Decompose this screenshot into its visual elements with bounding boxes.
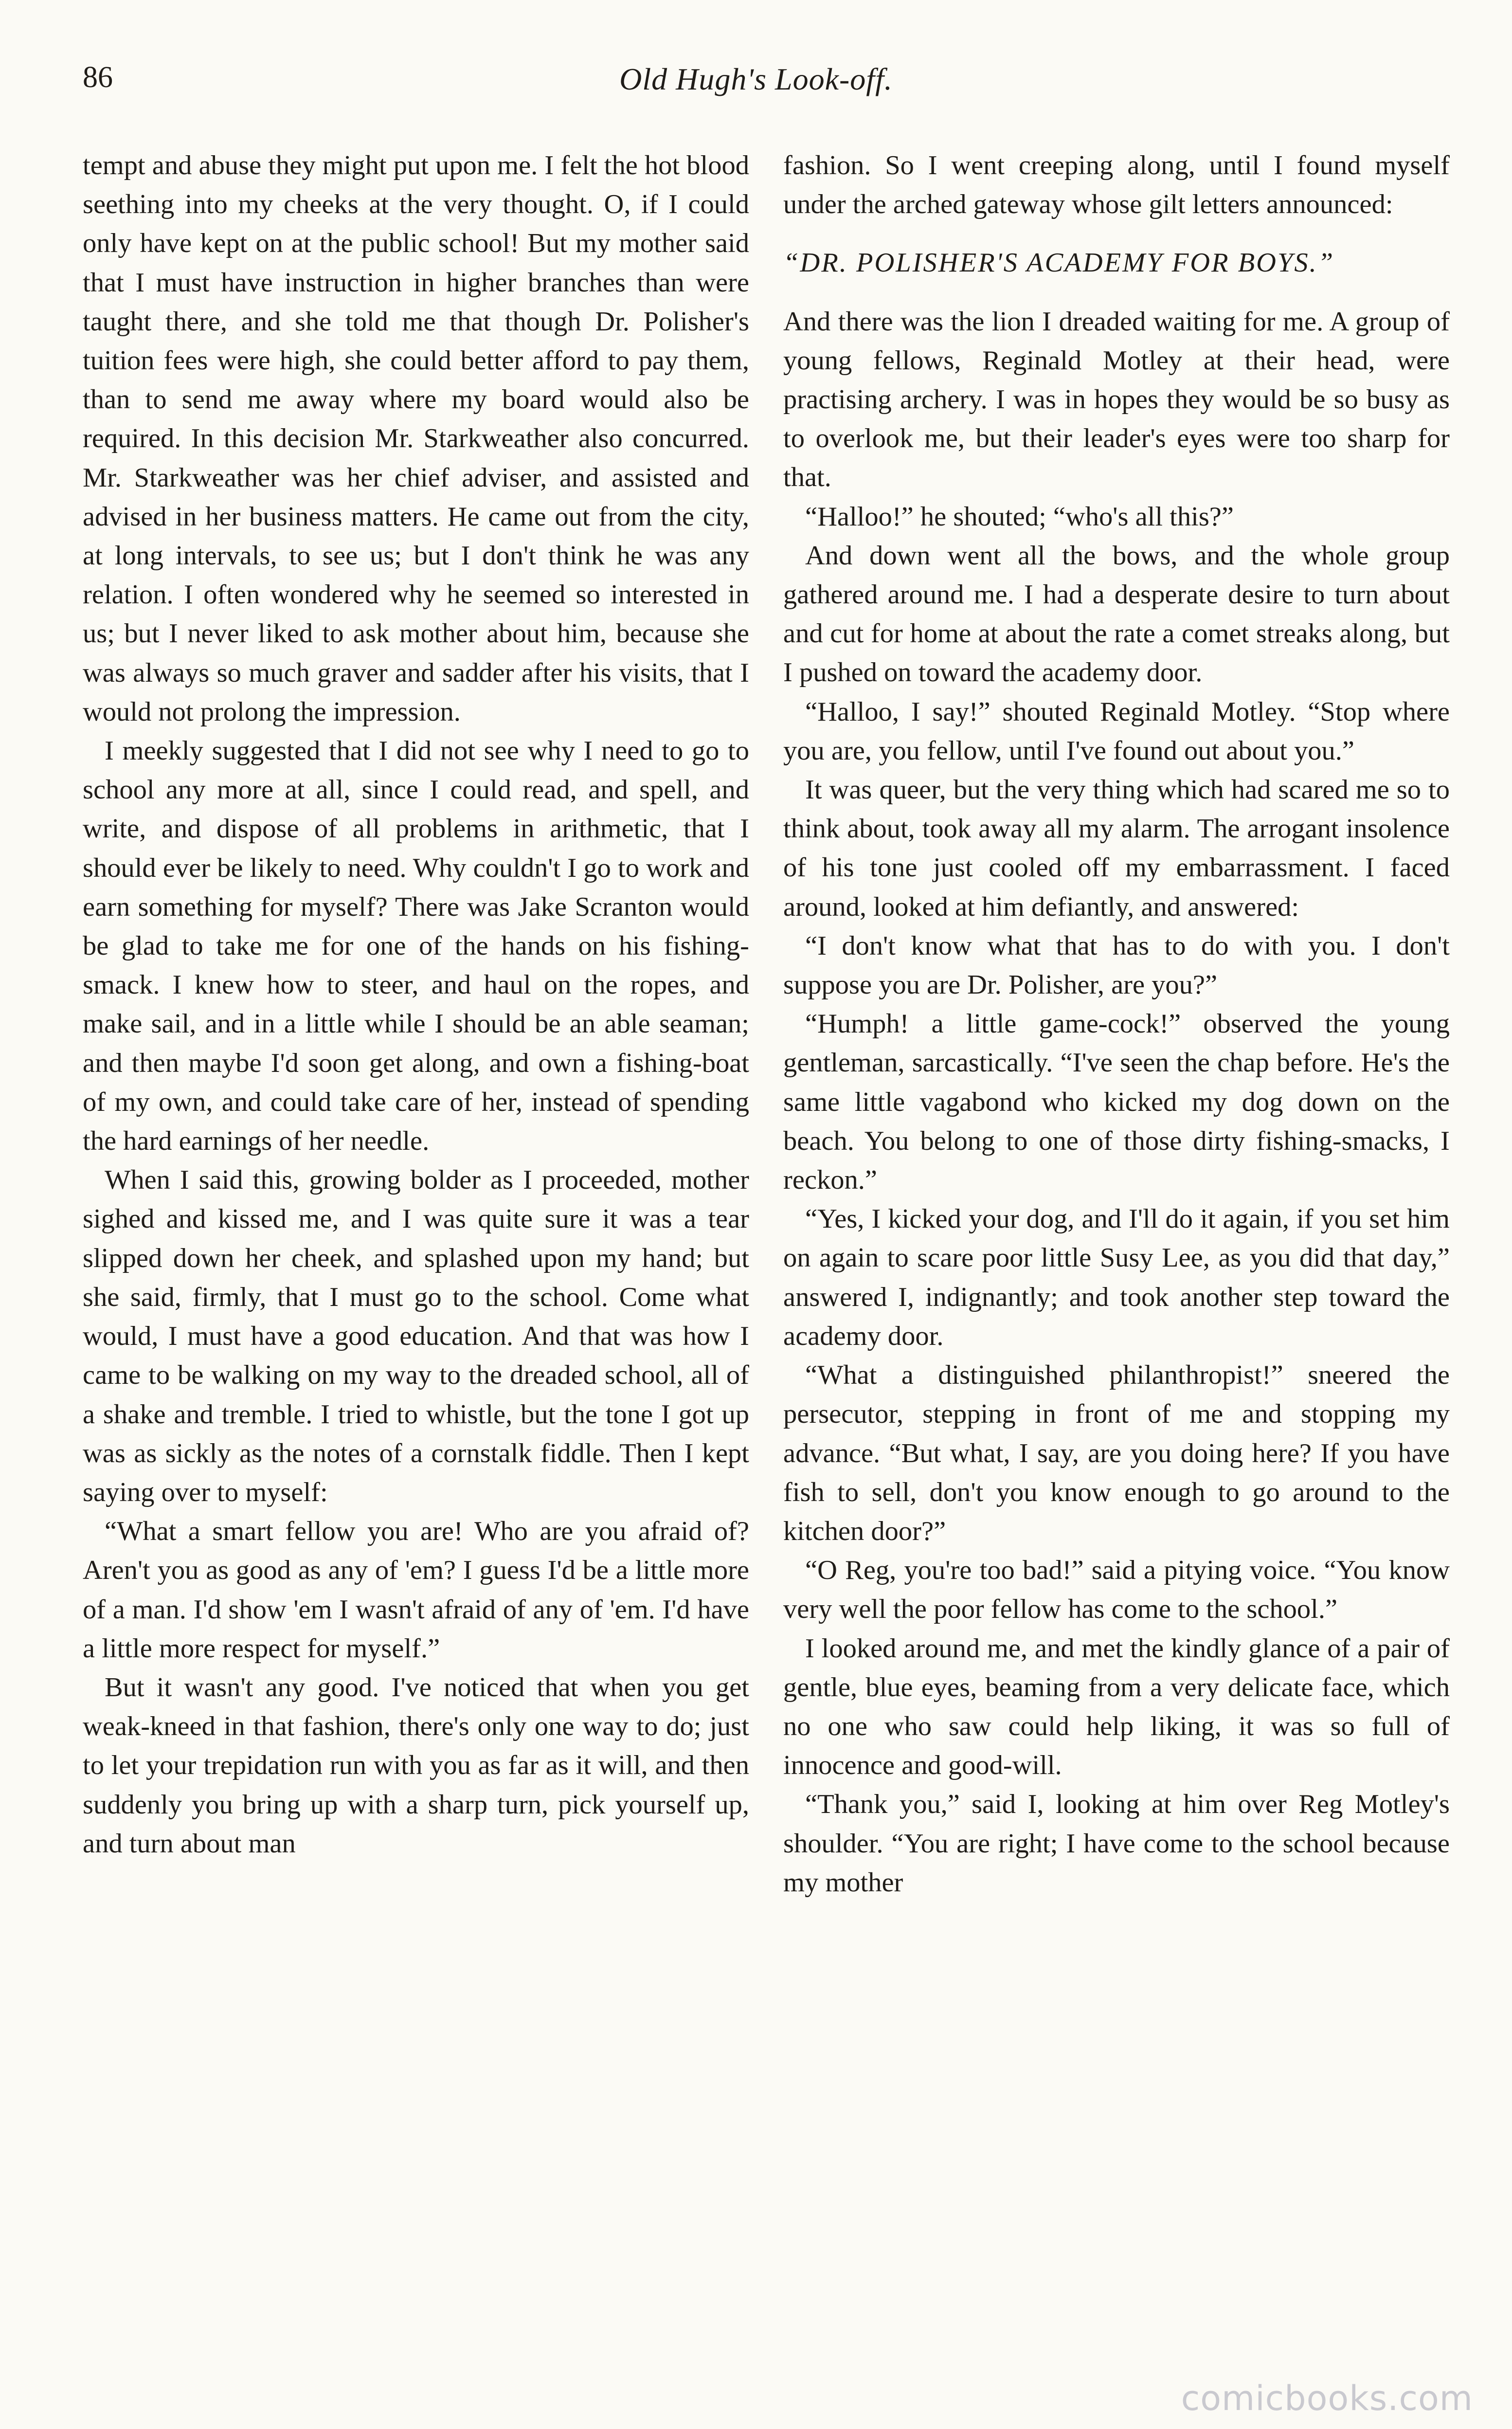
- paragraph: And down went all the bows, and the whole group gathered around me. I had a desperate desire to turn about and cut for home at about the rate a comet streaks along, but I pushed on toward the academy door.: [783, 540, 1450, 688]
- paragraph: “Halloo, I say!” shouted Reginald Motley. “Stop where you are, you fellow, until I've found out about you.”: [783, 696, 1450, 766]
- paragraph: When I said this, growing bolder as I proceeded, mother sighed and kissed me, and I was quite sure it was a tear slipped down her cheek, and splashed upon my hand; but she said, firmly, that I must go to the school. Come what would, I must have a good education. And that was how I came to be walking on my way to the dreaded school, all of a shake and tremble. I tried to whistle, but the tone I got up was as sickly as the notes of a cornstalk fiddle. Then I kept saying over to myself:: [83, 1165, 749, 1507]
- paragraph: tempt and abuse they might put upon me. I felt the hot blood seething into my cheeks at the very thought. O, if I could only have kept on at the public school! But my mother said that I must have instruction in higher branches than were taught there, and she told me that though Dr. Polisher's tuition fees were high, she could better afford to pay them, than to send me away where my board would also be required. In this decision Mr. Starkweather also concurred. Mr. Starkweather was her chief adviser, and assisted and advised in her business matters. He came out from the city, at long intervals, to see us; but I don't think he was any relation. I often wondered why he seemed so interested in us; but I never liked to ask mother about him, because she was always so much graver and sadder after his visits, that I would not prolong the impression.: [83, 150, 749, 727]
- paragraph: “Halloo!” he shouted; “who's all this?”: [805, 501, 1234, 532]
- watermark: comicbooks.com: [1181, 2378, 1473, 2418]
- paragraph: fashion. So I went creeping along, until I found myself under the arched gateway whose gilt letters announced:: [783, 150, 1450, 220]
- academy-sign-text: “DR. POLISHER'S ACADEMY FOR BOYS.”: [783, 248, 1335, 278]
- paragraph: But it wasn't any good. I've noticed that when you get weak-kneed in that fashion, there's only one way to do; just to let your trepidation run with you as far as it will, and then suddenly you bring up with a sharp turn, pick yourself up, and turn about man: [83, 1672, 749, 1859]
- paragraph: It was queer, but the very thing which had scared me so to think about, took away all my alarm. The arrogant insolence of his tone just cooled off my embarrassment. I faced around, looked at him defiantly, and answered:: [783, 775, 1450, 922]
- paragraph: “Thank you,” said I, looking at him over Reg Motley's shoulder. “You are right; I have come to the school because my mother: [783, 1789, 1450, 1898]
- paragraph: “What a smart fellow you are! Who are you afraid of? Aren't you as good as any of 'em? I guess I'd be a little more of a man. I'd show 'em I wasn't afraid of any of 'em. I'd have a little more respect for myself.”: [83, 1516, 749, 1664]
- page-number: 86: [83, 61, 113, 94]
- paragraph: And there was the lion I dreaded waiting for me. A group of young fellows, Reginald Motley at their head, were practising archery. I was in hopes they would be so busy as to overlook me, but their leader's eyes were too sharp for that.: [783, 306, 1450, 493]
- left-column: [83, 146, 749, 1863]
- paragraph: “I don't know what that has to do with you. I don't suppose you are Dr. Polisher, are you?”: [783, 930, 1450, 1000]
- paragraph: “Yes, I kicked your dog, and I'll do it again, if you set him on again to scare poor little Susy Lee, as you did that day,” answered I, indignantly; and took another step toward the academy door.: [783, 1204, 1450, 1351]
- right-column: [783, 146, 1450, 1902]
- running-title: Old Hugh's Look-off.: [619, 62, 893, 96]
- paragraph: I looked around me, and met the kindly glance of a pair of gentle, blue eyes, beaming from a very delicate face, which no one who saw could help liking, it was so full of innocence and good-will.: [783, 1633, 1450, 1781]
- paragraph: I meekly suggested that I did not see why I need to go to school any more at all, since I could read, and spell, and write, and dispose of all problems in arithmetic, that I should ever be likely to need. Why couldn't I go to work and earn something for myself? There was Jake Scranton would be glad to take me for one of the hands on his fishing-smack. I knew how to steer, and haul on the ropes, and make sail, and in a little while I should be an able seaman; and then maybe I'd soon get along, and own a fishing-boat of my own, and could take care of her, instead of spending the hard earnings of her needle.: [83, 736, 749, 1157]
- paragraph: “O Reg, you're too bad!” said a pitying voice. “You know very well the poor fellow has come to the school.”: [783, 1555, 1450, 1625]
- paragraph: “What a distinguished philanthropist!” sneered the persecutor, stepping in front of me and stopping my advance. “But what, I say, are you doing here? If you have fish to sell, don't you know enough to go around to the kitchen door?”: [783, 1360, 1450, 1546]
- paragraph: “Humph! a little game-cock!” observed the young gentleman, sarcastically. “I've seen the chap before. He's the same little vagabond who kicked my dog down on the beach. You belong to one of those dirty fishing-smacks, I reckon.”: [783, 1009, 1450, 1196]
